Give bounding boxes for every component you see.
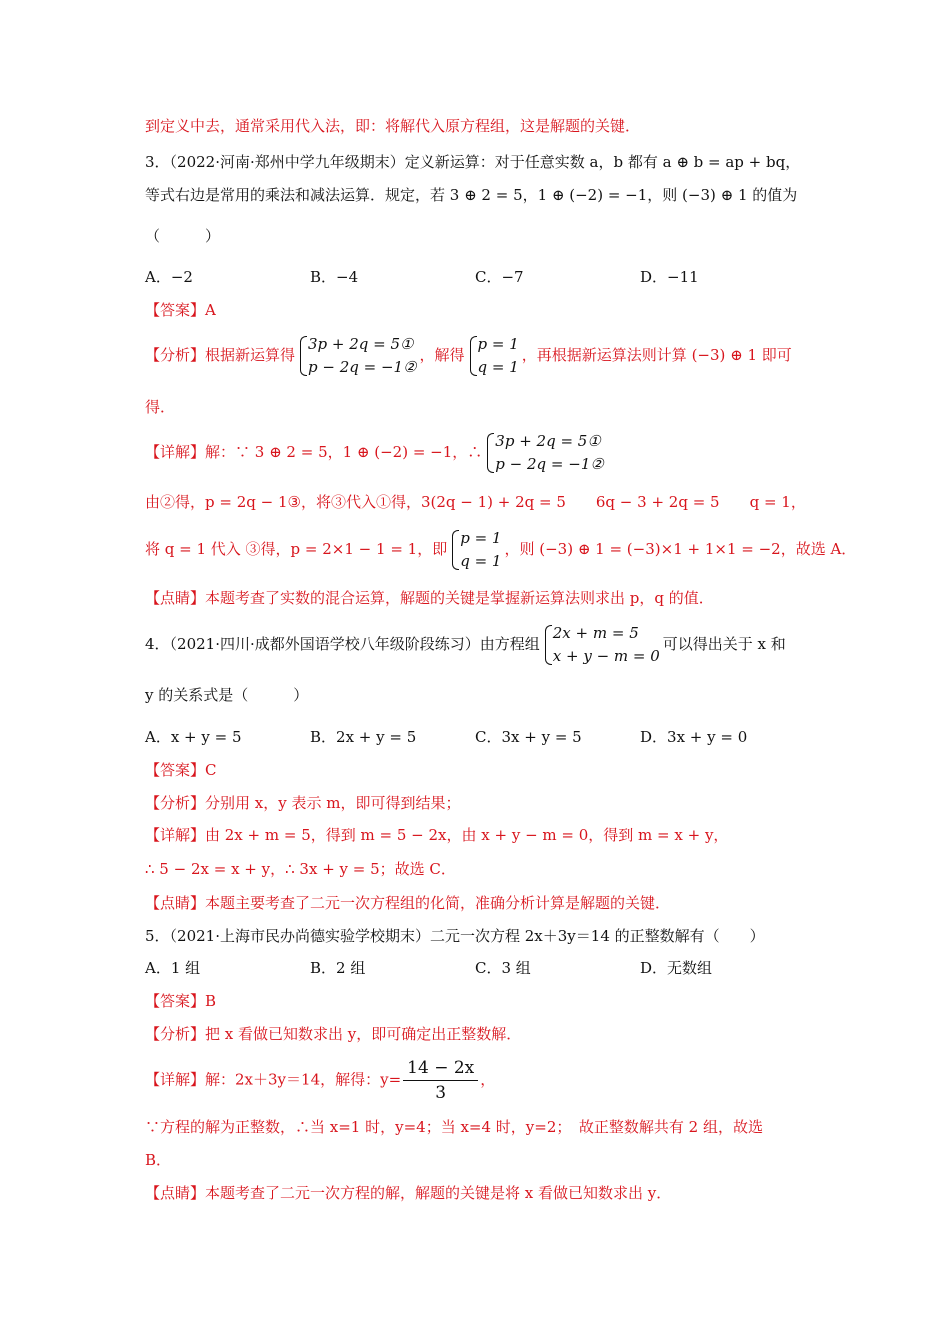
q3-analysis-system bbox=[298, 333, 417, 379]
equation: p − 2q = −1② bbox=[495, 455, 604, 473]
q5-option-b: B．2 组 bbox=[310, 959, 366, 977]
q5-detail-2: ∵方程的解为正整数，∴当 x=1 时，y=4；当 x=4 时，y=2； 故正整数解共有 2 组，故选 bbox=[145, 1118, 763, 1136]
equation: q = 1 bbox=[460, 552, 502, 570]
q5-option-c: C．3 组 bbox=[475, 959, 531, 977]
q4-analysis: 【分析】分别用 x，y 表示 m，即可得到结果； bbox=[145, 794, 461, 812]
q3-option-c: C．−7 bbox=[475, 268, 524, 286]
q3-option-d: D．−11 bbox=[640, 268, 699, 286]
q4-answer: 【答案】C bbox=[145, 761, 217, 779]
q3-option-b: B．−4 bbox=[310, 268, 359, 286]
question-3-stem: 3．（2022·河南·郑州中学九年级期末）定义新运算：对于任意实数 a，b 都有 a ⊕ b = ap + bq， bbox=[145, 153, 801, 171]
q3-answer: 【答案】A bbox=[145, 301, 216, 319]
q3-analysis-text: ，解得 bbox=[419, 346, 465, 364]
q4-detail: 【详解】由 2x + m = 5，得到 m = 5 − 2x，由 x + y − m = 0，得到 m = x + y， bbox=[145, 826, 729, 844]
q3-analysis bbox=[145, 333, 792, 379]
equation: p = 1 bbox=[477, 335, 519, 353]
equation: q = 1 bbox=[477, 358, 519, 376]
question-3-blank: （ ） bbox=[145, 227, 221, 245]
q3-detail bbox=[145, 430, 607, 476]
q3-detail-solution bbox=[450, 527, 501, 573]
q5-detail-text: ， bbox=[480, 1070, 496, 1089]
q3-detail-text: 将 q = 1 代入 ③得，p = 2×1 − 1 = 1，即 bbox=[145, 540, 448, 558]
q4-stem-text: 4．（2021·四川·成都外国语学校八年级阶段练习）由方程组 bbox=[145, 635, 540, 653]
q4-option-b: B．2x + y = 5 bbox=[310, 728, 417, 746]
q5-option-d: D．无数组 bbox=[640, 959, 713, 977]
q3-analysis-text: 【分析】根据新运算得 bbox=[145, 346, 296, 364]
q5-detail-text: 【详解】解：2x＋3y＝14，解得：y= bbox=[145, 1070, 402, 1089]
equation: p − 2q = −1② bbox=[308, 358, 417, 376]
q3-analysis-solution bbox=[468, 333, 519, 379]
q3-detail-2: 由②得，p = 2q − 1③，将③代入①得，3(2q − 1) + 2q = 5 6q − 3 + 2q = 5 q = 1， bbox=[145, 493, 806, 511]
q5-detail-3: B． bbox=[145, 1151, 172, 1169]
fraction-numerator: 14 − 2x bbox=[403, 1056, 478, 1081]
q3-comment: 【点睛】本题考查了实数的混合运算，解题的关键是掌握新运算法则求出 p，q 的值． bbox=[145, 589, 714, 607]
equation: p = 1 bbox=[460, 529, 502, 547]
fraction-denominator: 3 bbox=[435, 1083, 447, 1103]
q4-comment: 【点睛】本题主要考查了二元一次方程组的化简，准确分析计算是解题的关键． bbox=[145, 894, 671, 912]
equation: 3p + 2q = 5① bbox=[308, 335, 414, 353]
q3-detail-3 bbox=[145, 527, 856, 573]
q5-answer: 【答案】B bbox=[145, 992, 217, 1010]
q3-option-a: A．−2 bbox=[145, 268, 193, 286]
equation: x + y − m = 0 bbox=[552, 647, 660, 665]
q5-detail bbox=[145, 1056, 495, 1105]
question-3-stem-2: 等式右边是常用的乘法和减法运算．规定，若 3 ⊕ 2 = 5，1 ⊕ (−2) = −1，则 (−3) ⊕ 1 的值为 bbox=[145, 186, 798, 204]
q3-detail-text: ，则 (−3) ⊕ 1 = (−3)×1 + 1×1 = −2，故选 A． bbox=[504, 540, 857, 558]
question-4-stem bbox=[145, 622, 786, 668]
q5-analysis: 【分析】把 x 看做已知数求出 y，即可确定出正整数解． bbox=[145, 1025, 522, 1043]
q4-detail-2: ∴ 5 − 2x = x + y，∴ 3x + y = 5；故选 C． bbox=[145, 860, 456, 878]
q3-detail-text: 【详解】解：∵ 3 ⊕ 2 = 5，1 ⊕ (−2) = −1，∴ bbox=[145, 443, 483, 461]
explanation-line: 到定义中去，通常采用代入法，即：将解代入原方程组，这是解题的关键． bbox=[145, 117, 641, 135]
equation: 2x + m = 5 bbox=[552, 624, 639, 642]
q5-option-a: A．1 组 bbox=[145, 959, 201, 977]
fraction bbox=[403, 1056, 478, 1105]
q3-analysis-text: ，再根据新运算法则计算 (−3) ⊕ 1 即可 bbox=[521, 346, 792, 364]
equation: 3p + 2q = 5① bbox=[495, 432, 601, 450]
q4-option-a: A．x + y = 5 bbox=[145, 728, 242, 746]
question-4-stem-2: y 的关系式是（ ） bbox=[145, 686, 309, 704]
q4-option-d: D．3x + y = 0 bbox=[640, 728, 748, 746]
q3-detail-system bbox=[485, 430, 604, 476]
question-5-stem: 5．（2021·上海市民办尚德实验学校期末）二元一次方程 2x＋3y＝14 的正整数解有（ ） bbox=[145, 927, 765, 945]
q4-system bbox=[543, 622, 660, 668]
q3-analysis-end: 得． bbox=[145, 398, 176, 416]
q4-stem-text: 可以得出关于 x 和 bbox=[662, 635, 786, 653]
q4-option-c: C．3x + y = 5 bbox=[475, 728, 582, 746]
q5-comment: 【点睛】本题考查了二元一次方程的解，解题的关键是将 x 看做已知数求出 y． bbox=[145, 1184, 672, 1202]
